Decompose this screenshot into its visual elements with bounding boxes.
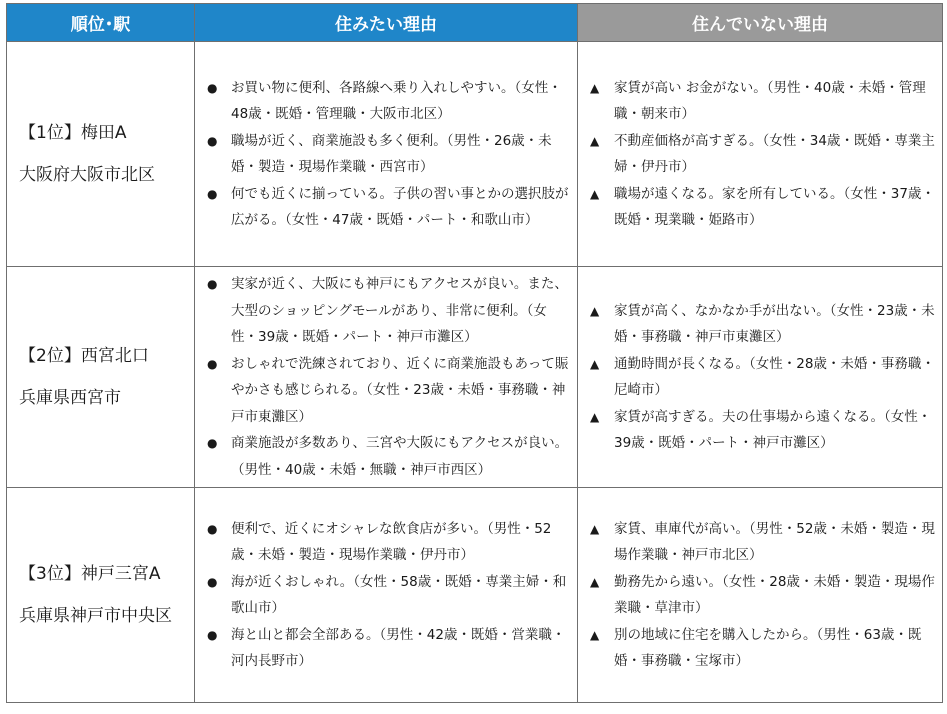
list-item: ▲ 家賃が高く、なかなか手が出ない。（女性・23歳・未婚・事務職・神戸市東灘区）	[578, 298, 936, 351]
bullet-triangle-icon: ▲	[590, 133, 600, 148]
not-reasons-cell	[578, 488, 943, 703]
station-rank: 【3位】神戸三宮A	[19, 564, 161, 584]
want-reasons-list	[195, 516, 577, 675]
bullet-circle-icon: ●	[207, 277, 218, 291]
list-item: ● おしゃれで洗練されており、近くに商業施設もあって賑やかさも感じられる。（女性・23歳・未婚・事務職・神戸市東灘区）	[195, 351, 571, 431]
station-rank: 【2位】西宮北口	[19, 346, 149, 366]
ranking-table	[6, 3, 943, 703]
not-reasons-cell	[578, 267, 943, 488]
list-item: ▲ 通勤時間が長くなる。（女性・28歳・未婚・事務職・尼崎市）	[578, 351, 936, 404]
not-reasons-list	[578, 298, 942, 457]
station-rank: 【1位】梅田A	[19, 123, 127, 143]
table-row	[7, 267, 943, 488]
not-reasons-list	[578, 75, 942, 234]
station-cell	[7, 488, 195, 703]
list-item: ● 便利で、近くにオシャレな飲食店が多い。（男性・52歳・未婚・製造・現場作業職・伊丹市）	[195, 516, 571, 569]
list-item: ● 商業施設が多数あり、三宮や大阪にもアクセスが良い。（男性・40歳・未婚・無職・神戸市西区）	[195, 430, 571, 483]
list-item: ● お買い物に便利、各路線へ乗り入れしやすい。（女性・48歳・既婚・管理職・大阪市北区）	[195, 75, 571, 128]
bullet-circle-icon: ●	[207, 574, 218, 589]
station-address: 兵庫県神戸市中央区	[19, 606, 172, 626]
bullet-triangle-icon: ▲	[590, 186, 600, 201]
not-reasons-list	[578, 516, 942, 675]
station-cell	[7, 42, 195, 267]
bullet-triangle-icon: ▲	[590, 356, 600, 371]
station-address: 兵庫県西宮市	[19, 388, 121, 408]
want-reasons-cell	[195, 267, 578, 488]
list-item: ▲ 職場が遠くなる。家を所有している。（女性・37歳・既婚・現業職・姫路市）	[578, 181, 936, 234]
table-row	[7, 488, 943, 703]
header-reasons-want: 住みたい理由	[195, 4, 578, 42]
list-item: ● 何でも近くに揃っている。子供の習い事とかの選択肢が広がる。（女性・47歳・既婚・パート・和歌山市）	[195, 181, 571, 234]
bullet-triangle-icon: ▲	[590, 574, 600, 589]
bullet-triangle-icon: ▲	[590, 303, 600, 318]
bullet-circle-icon: ●	[207, 436, 218, 450]
station-cell	[7, 267, 195, 488]
list-item: ▲ 不動産価格が高すぎる。（女性・34歳・既婚・専業主婦・伊丹市）	[578, 128, 936, 181]
bullet-circle-icon: ●	[207, 186, 218, 201]
bullet-circle-icon: ●	[207, 627, 218, 642]
want-reasons-list	[195, 75, 577, 234]
want-reasons-cell	[195, 42, 578, 267]
header-rank-station: 順位･駅	[7, 4, 195, 42]
list-item: ● 海が近くおしゃれ。（女性・58歳・既婚・専業主婦・和歌山市）	[195, 569, 571, 622]
ranking-table-container	[6, 3, 942, 703]
station-address: 大阪府大阪市北区	[19, 165, 155, 185]
list-item: ● 職場が近く、商業施設も多く便利。（男性・26歳・未婚・製造・現場作業職・西宮市）	[195, 128, 571, 181]
list-item: ▲ 家賃が高すぎる。夫の仕事場から遠くなる。（女性・39歳・既婚・パート・神戸市灘区）	[578, 404, 936, 457]
bullet-triangle-icon: ▲	[590, 409, 600, 424]
bullet-triangle-icon: ▲	[590, 80, 600, 95]
bullet-triangle-icon: ▲	[590, 627, 600, 642]
want-reasons-list	[195, 271, 577, 483]
list-item: ▲ 家賃、車庫代が高い。（男性・52歳・未婚・製造・現場作業職・神戸市北区）	[578, 516, 936, 569]
table-row	[7, 42, 943, 267]
list-item: ● 海と山と都会全部ある。（男性・42歳・既婚・営業職・河内長野市）	[195, 622, 571, 675]
header-reasons-not: 住んでいない理由	[578, 4, 943, 42]
list-item: ▲ 家賃が高い お金がない。（男性・40歳・未婚・管理職・朝来市）	[578, 75, 936, 128]
bullet-circle-icon: ●	[207, 356, 218, 371]
bullet-circle-icon: ●	[207, 133, 218, 148]
list-item: ▲ 勤務先から遠い。（女性・28歳・未婚・製造・現場作業職・草津市）	[578, 569, 936, 622]
bullet-triangle-icon: ▲	[590, 521, 600, 536]
header-row	[7, 4, 943, 42]
bullet-circle-icon: ●	[207, 80, 218, 95]
bullet-circle-icon: ●	[207, 521, 218, 536]
not-reasons-cell	[578, 42, 943, 267]
list-item: ● 実家が近く、大阪にも神戸にもアクセスが良い。また、大型のショッピングモールがあり、非常に便利。（女性・39歳・既婚・パート・神戸市灘区）	[195, 271, 571, 351]
want-reasons-cell	[195, 488, 578, 703]
list-item: ▲ 別の地域に住宅を購入したから。（男性・63歳・既婚・事務職・宝塚市）	[578, 622, 936, 675]
